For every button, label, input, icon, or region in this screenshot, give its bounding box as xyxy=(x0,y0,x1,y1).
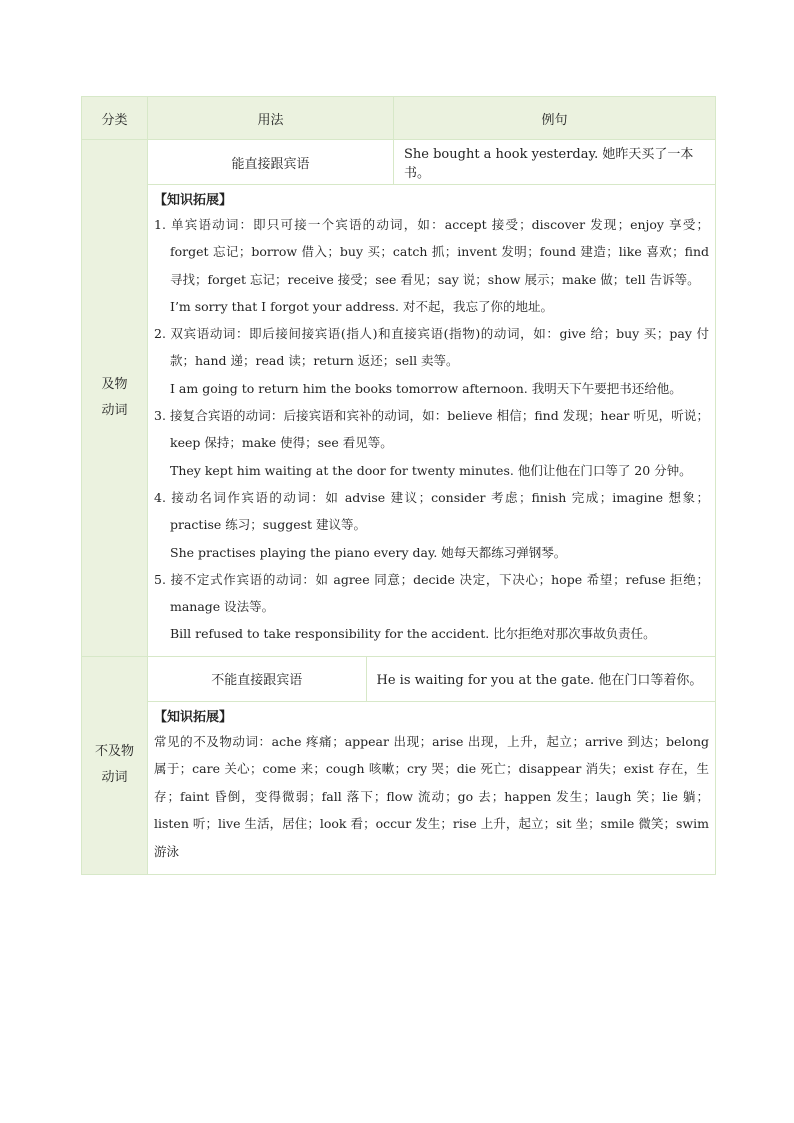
table-header-row xyxy=(82,97,716,140)
transitive-usage: 能直接跟宾语 xyxy=(148,140,394,185)
intransitive-label-line2: 动词 xyxy=(101,770,128,786)
transitive-item-4: 4. 接动名词作宾语的动词：如 advise 建议；consider 考虑；finish 完成；imagine 想象；practise 练习；suggest 建议等。 xyxy=(154,489,709,533)
intransitive-label-line1: 不及物 xyxy=(94,744,134,760)
intransitive-usage-row xyxy=(82,656,716,701)
intransitive-usage: 不能直接跟宾语 xyxy=(148,657,366,701)
intransitive-extension-cell xyxy=(148,701,716,874)
transitive-item-1: 1. 单宾语动词：即只可接一个宾语的动词，如：accept 接受；discover 发现；enjoy 享受；forget 忘记；borrow 借入；buy 买；catch 抓；invent 发明；found 建造；like 喜欢；find 寻找；forget 忘记；receive 接受；see 看见；say 说；show 展示；make 做；tell 告诉等。 xyxy=(154,217,709,287)
header-example: 例句 xyxy=(394,97,716,140)
intransitive-extension-row xyxy=(82,701,716,874)
transitive-item-1-sentence: I’m sorry that I forgot your address. 对不起，我忘了你的地址。 xyxy=(170,298,553,314)
verb-classification-table xyxy=(81,96,716,875)
intransitive-usage-inner xyxy=(148,657,715,701)
header-usage: 用法 xyxy=(148,97,394,140)
intransitive-usage-container xyxy=(148,656,716,701)
transitive-usage-row xyxy=(82,140,716,185)
transitive-label-line1: 及物 xyxy=(101,376,128,392)
intransitive-verb-list: 常见的不及物动词：ache 疼痛；appear 出现；arise 出现，上升，起立；arrive 到达；belong 属于；care 关心；come 来；cough 咳嗽；cry 哭；die 死亡；disappear 消失；exist 存在，生存；faint 昏倒，变得微弱；fall 落下；flow 流动；go 去；happen 发生；laugh 笑；lie 躺；listen 听；live 生活，居住；look 看；occur 发生；rise 上升，起立；sit 坐；smile 微笑；swim 游泳 xyxy=(154,733,709,859)
transitive-example: She bought a hook yesterday. 她昨天买了一本书。 xyxy=(394,140,716,185)
transitive-ext-title: 【知识拓展】 xyxy=(154,193,233,208)
intransitive-ext-title: 【知识拓展】 xyxy=(154,709,233,725)
transitive-item-5: 5. 接不定式作宾语的动词：如 agree 同意；decide 决定，下决心；hope 希望；refuse 拒绝；manage 设法等。 xyxy=(154,571,709,615)
transitive-extension-row xyxy=(82,185,716,657)
transitive-extension-cell xyxy=(148,185,716,657)
transitive-item-4-sentence: She practises playing the piano every day. 她每天都练习弹钢琴。 xyxy=(170,544,567,560)
transitive-category-cell xyxy=(82,140,148,657)
transitive-item-2: 2. 双宾语动词：即后接间接宾语(指人)和直接宾语(指物)的动词，如：give 给；buy 买；pay 付款；hand 递；read 读；return 返还；sell 卖等。 xyxy=(154,326,709,369)
intransitive-example: He is waiting for you at the gate. 他在门口等着你。 xyxy=(376,673,703,689)
transitive-item-2-sentence: I am going to return him the books tomorrow afternoon. 我明天下午要把书还给他。 xyxy=(170,380,682,396)
transitive-label-line2: 动词 xyxy=(101,402,128,418)
transitive-item-3-sentence: They kept him waiting at the door for twenty minutes. 他们让他在门口等了 20 分钟。 xyxy=(170,462,692,478)
intransitive-category-cell xyxy=(82,656,148,874)
transitive-item-5-sentence: Bill refused to take responsibility for the accident. 比尔拒绝对那次事故负责任。 xyxy=(170,626,656,642)
grammar-table-page xyxy=(81,96,715,875)
header-category: 分类 xyxy=(82,97,148,140)
transitive-item-3: 3. 接复合宾语的动词：后接宾语和宾补的动词，如：believe 相信；find 发现；hear 听见，听说；keep 保持；make 使得；see 看见等。 xyxy=(154,408,709,451)
